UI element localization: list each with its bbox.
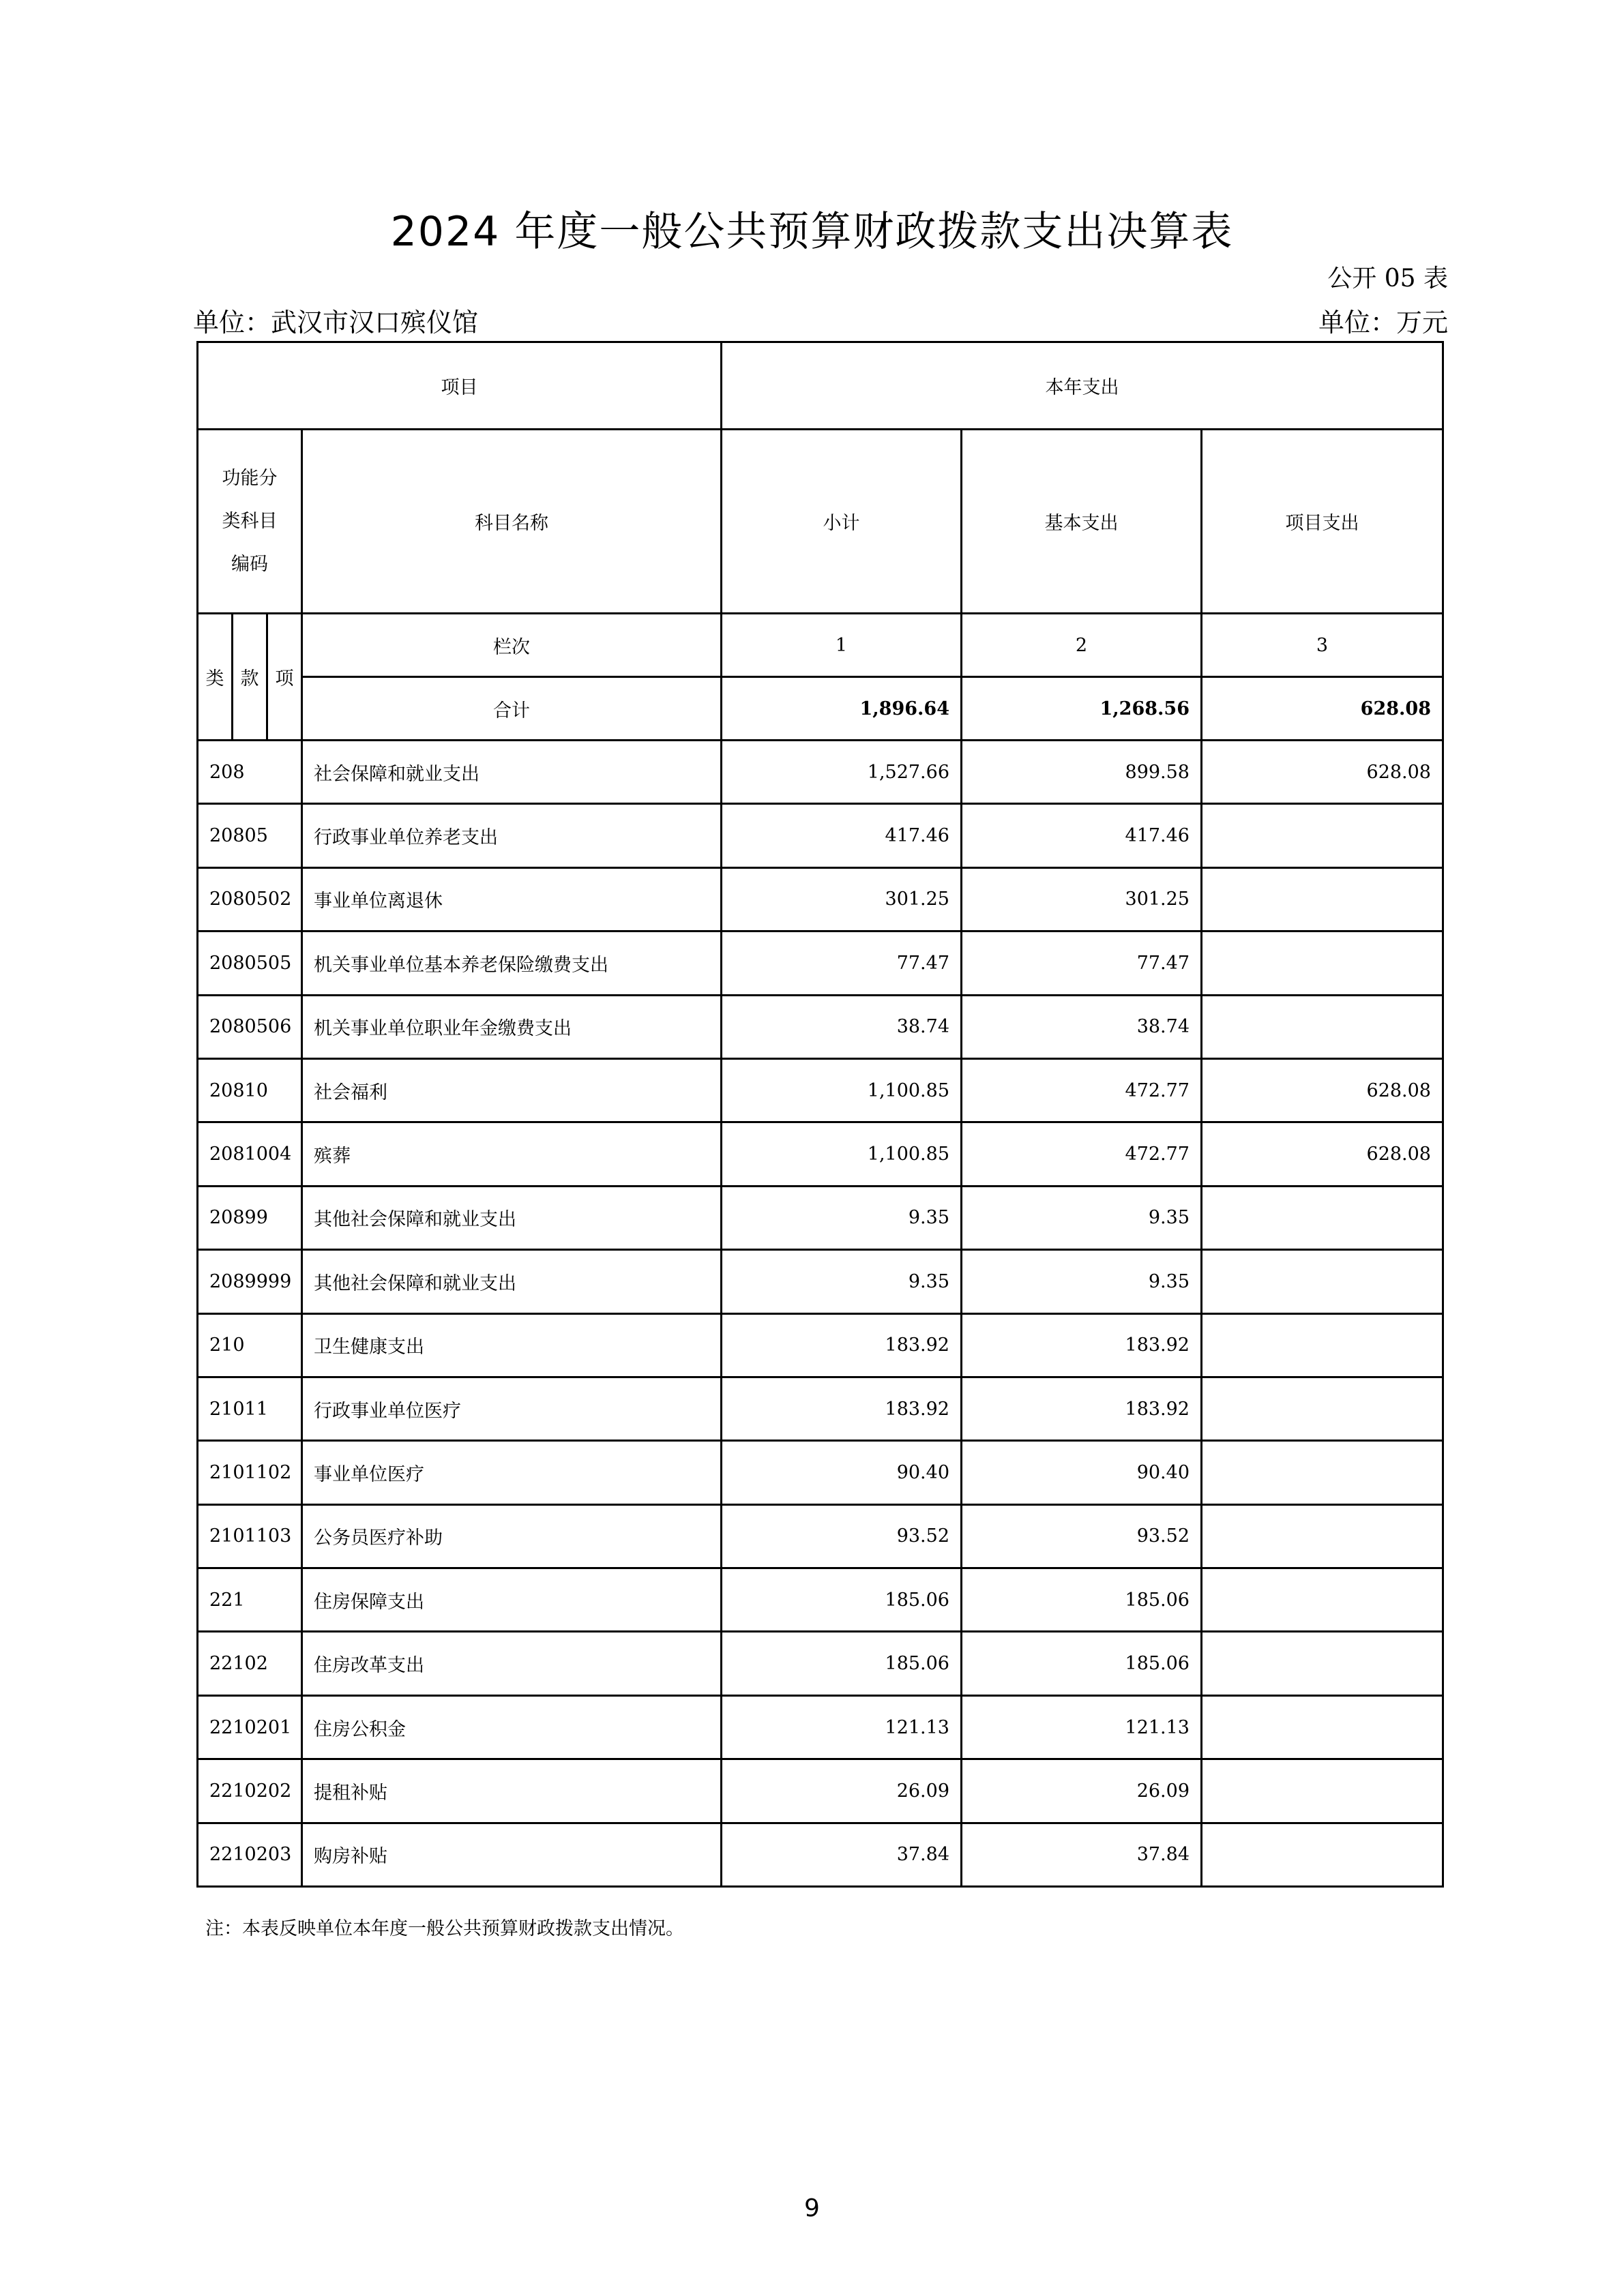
row-subject-name: 公务员医疗补助 [302,1504,722,1568]
row-subject-name: 机关事业单位职业年金缴费支出 [302,995,722,1058]
row-code: 2101102 [198,1441,302,1504]
table-row [198,931,1443,995]
row-project-expense [1202,1823,1443,1886]
row-code: 2210203 [198,1823,302,1886]
row-code: 20805 [198,804,302,867]
row-basic-expense: 9.35 [962,1186,1202,1249]
row-project-expense [1202,1313,1443,1377]
row-subject-name: 事业单位离退休 [302,867,722,931]
row-project-expense [1202,1250,1443,1313]
row-project-expense: 628.08 [1202,1122,1443,1186]
header-function-code-line: 编码 [231,554,268,575]
row-subtotal: 1,100.85 [722,1122,962,1186]
header-subject-name: 科目名称 [302,430,722,614]
row-subtotal: 1,527.66 [722,741,962,804]
row-subtotal: 9.35 [722,1186,962,1249]
row-subtotal: 93.52 [722,1504,962,1568]
row-subtotal: 9.35 [722,1250,962,1313]
row-subject-name: 住房改革支出 [302,1632,722,1695]
table-row [198,1058,1443,1122]
row-basic-expense: 472.77 [962,1122,1202,1186]
row-project-expense [1202,1441,1443,1504]
row-basic-expense: 26.09 [962,1759,1202,1823]
row-project-expense: 628.08 [1202,1058,1443,1122]
page-number: 9 [804,2194,820,2222]
total-project: 628.08 [1202,677,1443,741]
header-lei: 类 [198,614,233,741]
row-code: 2210201 [198,1695,302,1759]
row-basic-expense: 301.25 [962,867,1202,931]
row-project-expense [1202,1504,1443,1568]
header-basic-expense: 基本支出 [962,430,1202,614]
header-column-index: 栏次 [302,614,722,677]
currency-unit: 单位：万元 [1318,308,1448,338]
row-subject-name: 行政事业单位养老支出 [302,804,722,867]
table-row [198,1377,1443,1440]
row-subject-name: 事业单位医疗 [302,1441,722,1504]
row-basic-expense: 183.92 [962,1377,1202,1440]
row-subtotal: 90.40 [722,1441,962,1504]
row-code: 2080502 [198,867,302,931]
row-basic-expense: 899.58 [962,741,1202,804]
table-note: 注：本表反映单位本年度一般公共预算财政拨款支出情况。 [205,1918,684,1939]
row-subject-name: 住房保障支出 [302,1568,722,1632]
row-subtotal: 77.47 [722,931,962,995]
row-code: 22102 [198,1632,302,1695]
header-function-code [198,430,302,614]
header-col-3: 3 [1202,614,1443,677]
row-project-expense [1202,1695,1443,1759]
table-row [198,1568,1443,1632]
header-current-year-expense: 本年支出 [722,342,1443,430]
row-basic-expense: 185.06 [962,1568,1202,1632]
row-subject-name: 购房补贴 [302,1823,722,1886]
row-code: 2101103 [198,1504,302,1568]
row-code: 20810 [198,1058,302,1122]
row-basic-expense: 183.92 [962,1313,1202,1377]
row-subject-name: 社会福利 [302,1058,722,1122]
row-subtotal: 301.25 [722,867,962,931]
row-code: 2089999 [198,1250,302,1313]
table-row [198,741,1443,804]
row-basic-expense: 121.13 [962,1695,1202,1759]
row-basic-expense: 472.77 [962,1058,1202,1122]
header-function-code-line: 功能分 [222,468,278,489]
row-subtotal: 185.06 [722,1568,962,1632]
row-project-expense [1202,867,1443,931]
row-subject-name: 提租补贴 [302,1759,722,1823]
row-project-expense [1202,931,1443,995]
row-basic-expense: 77.47 [962,931,1202,995]
row-subject-name: 社会保障和就业支出 [302,741,722,804]
row-subtotal: 183.92 [722,1313,962,1377]
row-basic-expense: 38.74 [962,995,1202,1058]
row-code: 21011 [198,1377,302,1440]
organization-unit: 单位：武汉市汉口殡仪馆 [193,308,479,338]
header-kuan: 款 [233,614,267,741]
table-row [198,995,1443,1058]
table-row [198,867,1443,931]
row-subject-name: 其他社会保障和就业支出 [302,1186,722,1249]
row-project-expense [1202,1632,1443,1695]
table-row [198,1186,1443,1249]
row-project-expense [1202,1759,1443,1823]
header-col-1: 1 [722,614,962,677]
row-subtotal: 121.13 [722,1695,962,1759]
row-project-expense [1202,1377,1443,1440]
row-code: 2080505 [198,931,302,995]
row-subtotal: 417.46 [722,804,962,867]
header-subtotal: 小计 [722,430,962,614]
total-label: 合计 [302,677,722,741]
row-basic-expense: 9.35 [962,1250,1202,1313]
table-row [198,1823,1443,1886]
header-project: 项目 [198,342,722,430]
header-function-code-line: 类科目 [222,511,278,532]
header-col-2: 2 [962,614,1202,677]
table-row [198,1504,1443,1568]
row-basic-expense: 417.46 [962,804,1202,867]
row-basic-expense: 37.84 [962,1823,1202,1886]
expenditure-table [196,341,1444,1888]
row-code: 2210202 [198,1759,302,1823]
row-subtotal: 26.09 [722,1759,962,1823]
row-basic-expense: 185.06 [962,1632,1202,1695]
table-row [198,1695,1443,1759]
row-subject-name: 行政事业单位医疗 [302,1377,722,1440]
row-code: 210 [198,1313,302,1377]
row-project-expense [1202,804,1443,867]
row-project-expense [1202,1568,1443,1632]
table-row [198,1759,1443,1823]
row-code: 2081004 [198,1122,302,1186]
row-subtotal: 1,100.85 [722,1058,962,1122]
row-code: 221 [198,1568,302,1632]
total-basic: 1,268.56 [962,677,1202,741]
table-row [198,1250,1443,1313]
row-subject-name: 殡葬 [302,1122,722,1186]
header-xiang: 项 [267,614,302,741]
row-basic-expense: 90.40 [962,1441,1202,1504]
table-row [198,1441,1443,1504]
row-subtotal: 185.06 [722,1632,962,1695]
row-code: 2080506 [198,995,302,1058]
row-code: 20899 [198,1186,302,1249]
table-row [198,1313,1443,1377]
row-subject-name: 住房公积金 [302,1695,722,1759]
row-subtotal: 183.92 [722,1377,962,1440]
row-subtotal: 37.84 [722,1823,962,1886]
header-project-expense: 项目支出 [1202,430,1443,614]
row-basic-expense: 93.52 [962,1504,1202,1568]
table-row [198,1632,1443,1695]
table-row [198,1122,1443,1186]
table-row [198,804,1443,867]
row-subject-name: 机关事业单位基本养老保险缴费支出 [302,931,722,995]
row-subject-name: 其他社会保障和就业支出 [302,1250,722,1313]
form-number: 公开 05 表 [1327,265,1448,293]
row-project-expense [1202,1186,1443,1249]
row-code: 208 [198,741,302,804]
page-title: 2024 年度一般公共预算财政拨款支出决算表 [390,208,1234,256]
row-project-expense: 628.08 [1202,741,1443,804]
row-subtotal: 38.74 [722,995,962,1058]
total-subtotal: 1,896.64 [722,677,962,741]
row-subject-name: 卫生健康支出 [302,1313,722,1377]
row-project-expense [1202,995,1443,1058]
